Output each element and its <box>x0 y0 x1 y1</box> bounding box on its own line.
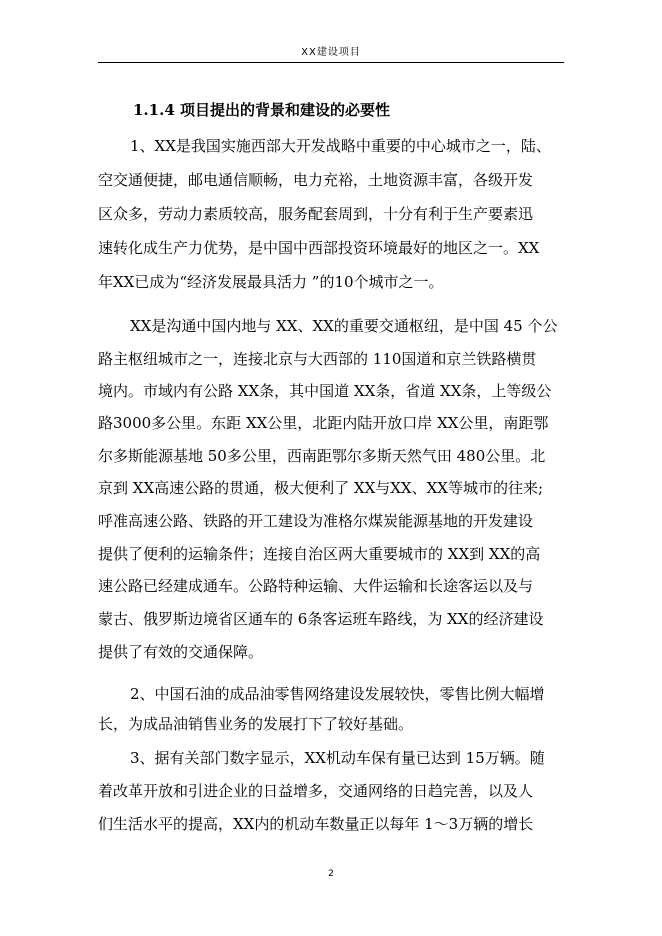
text-line: 蒙古、俄罗斯边境省区通车的 6条客运班车路线，为 XX的经济建设 <box>98 610 544 628</box>
text-line: 呼准高速公路、铁路的开工建设为准格尔煤炭能源基地的开发建设 <box>98 512 534 530</box>
text-line: 空交通便捷，邮电通信顺畅，电力充裕，土地资源丰富，各级开发 <box>98 171 534 189</box>
section-heading: 1.1.4 项目提出的背景和建设的必要性 <box>133 101 390 119</box>
text-line: 3、据有关部门数字显示，XX机动车保有量已达到 15万辆。随 <box>130 749 545 767</box>
text-line: 长，为成品油销售业务的发展打下了较好基础。 <box>98 715 414 733</box>
text-line: 1、XX是我国实施西部大开发战略中重要的中心城市之一，陆、 <box>130 137 551 155</box>
page-number: 2 <box>328 869 334 879</box>
text-line: 提供了有效的交通保障。 <box>98 643 264 661</box>
text-line: 区众多，劳动力素质较高，服务配套周到，十分有利于生产要素迅 <box>98 205 534 223</box>
text-line: 路3000多公里。东距 XX公里，北距内陆开放口岸 XX公里，南距鄂 <box>98 414 549 432</box>
header-divider <box>98 62 564 63</box>
text-line: 京到 XX高速公路的贯通，极大便利了 XX与XX、XX等城市的往来; <box>98 479 544 497</box>
text-line: XX是沟通中国内地与 XX、XX的重要交通枢纽，是中国 45 个公 <box>130 317 558 335</box>
text-line: 路主枢纽城市之一，连接北京与大西部的 110国道和京兰铁路横贯 <box>98 350 537 368</box>
text-line: 速转化成生产力优势，是中国中西部投资环境最好的地区之一。XX <box>98 239 540 257</box>
text-line: 尔多斯能源基地 50多公里，西南距鄂尔多斯天然气田 480公里。北 <box>98 447 546 465</box>
text-line: 们生活水平的提高，XX内的机动车数量正以每年 1～3万辆的增长 <box>98 815 534 833</box>
text-line: 2、中国石油的成品油零售网络建设发展较快，零售比例大幅增 <box>130 685 545 703</box>
text-line: 境内。市域内有公路 XX条，其中国道 XX条，省道 XX条，上等级公 <box>98 382 552 400</box>
text-line: 年XX已成为“经济发展最具活力 ”的10个城市之一。 <box>98 273 444 291</box>
text-line: 提供了便利的运输条件；连接自治区两大重要城市的 XX到 XX的高 <box>98 545 541 563</box>
text-line: 速公路已经建成通车。公路特种运输、大件运输和长途客运以及与 <box>98 577 534 595</box>
header-title: XX建设项目 <box>301 47 361 58</box>
text-line: 着改革开放和引进企业的日益增多，交通网络的日趋完善，以及人 <box>98 782 534 800</box>
